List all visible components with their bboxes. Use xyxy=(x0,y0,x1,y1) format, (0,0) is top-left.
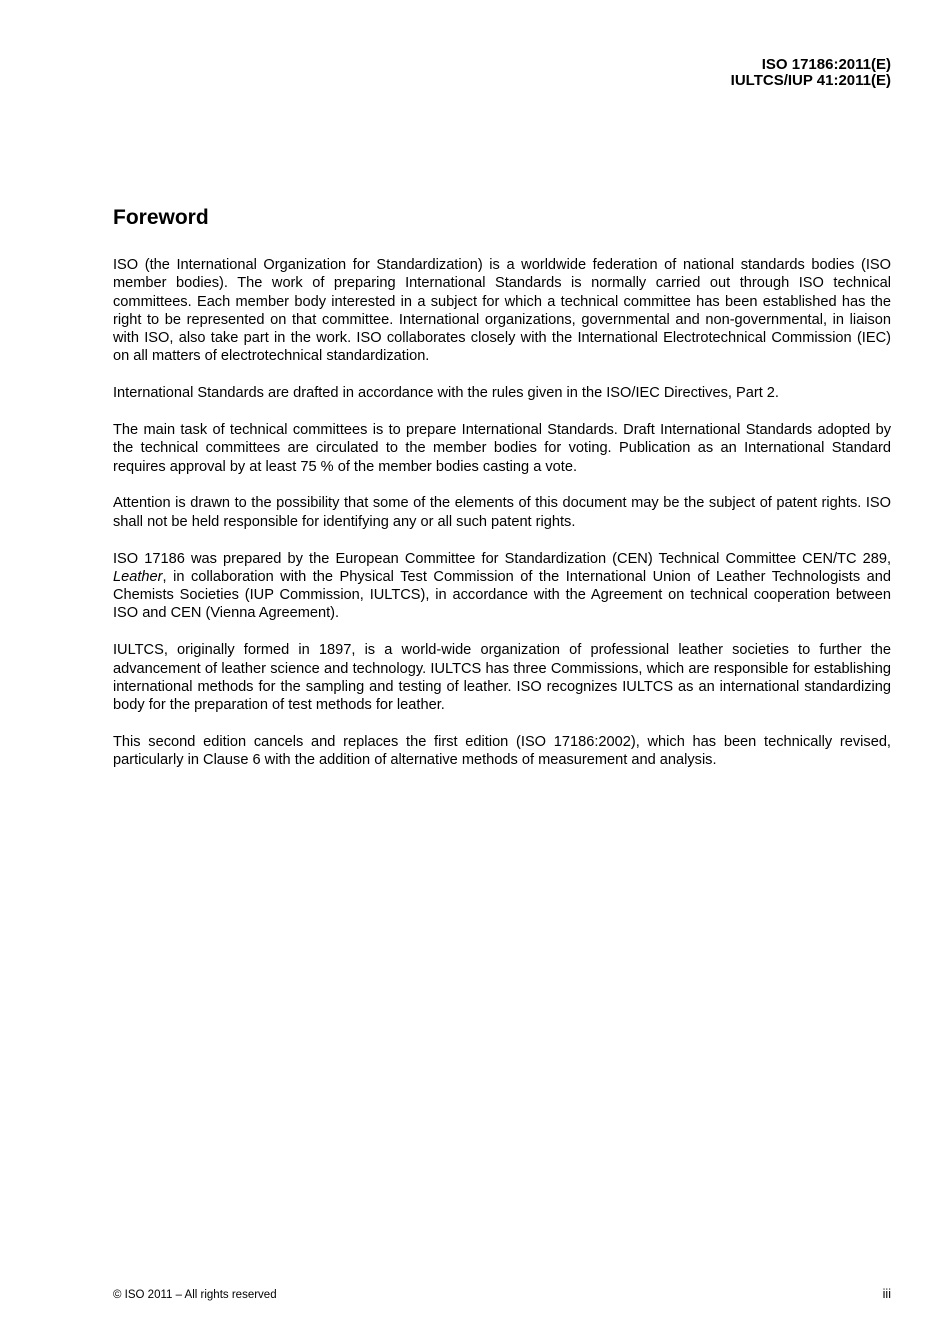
iultcs-number: IULTCS/IUP 41:2011(E) xyxy=(730,72,891,89)
paragraph-directives: International Standards are drafted in accordance with the rules given in the ISO/IEC Directives, Part 2. xyxy=(113,385,779,402)
standard-number: ISO 17186:2011(E) xyxy=(761,56,891,73)
paragraph-iso-intro: ISO (the International Organization for Standardization) is a worldwide federation of national standards bodies (ISO member bodies). The work of preparing International Standards is normally carried out through ISO technical committees. Each member body interested in a subject for which a technical committee has been established has the right to be represented on that committee. International organizations, governmental and non-governmental, in liaison with ISO, also take part in the work. ISO collaborates closely with the International Electrotechnical Commission (IEC) on all matters of electrotechnical standardization. xyxy=(113,257,891,365)
page-number: iii xyxy=(882,1287,891,1301)
paragraph-iultcs: IULTCS, originally formed in 1897, is a world-wide organization of professional leather societies to further the advancement of leather science and technology. IULTCS has three Commissions, which are responsible for establishing international methods for the sampling and testing of leather. ISO recognizes IULTCS as an international standardizing body for the preparation of test methods for leather. xyxy=(113,642,891,714)
paragraph-patent-rights: Attention is drawn to the possibility that some of the elements of this document may be the subject of patent rights. ISO shall not be held responsible for identifying any or all such patent rights. xyxy=(113,495,891,530)
paragraph-main-task: The main task of technical committees is to prepare International Standards. Draft International Standards adopted by the technical committees are circulated to the member bodies for voting. Publication as an International Standard requires approval by at least 75 % of the member bodies casting a vote. xyxy=(113,422,891,475)
foreword-body xyxy=(113,256,891,770)
prepared-by-text-rest: , in collaboration with the Physical Test Commission of the International Union of Leather Technologists and Chemists Societies (IUP Commission, IULTCS), in accordance with the Agreement on technical cooperation between ISO and CEN (Vienna Agreement). xyxy=(113,568,891,622)
leather-emphasis: Leather xyxy=(113,568,163,585)
page-title: Foreword xyxy=(113,206,209,229)
document-header xyxy=(731,57,891,89)
paragraph-prepared-by xyxy=(113,550,891,623)
prepared-by-text: ISO 17186 was prepared by the European Committee for Standardization (CEN) Technical Committee CEN/TC 289, xyxy=(113,550,891,567)
paragraph-second-edition: This second edition cancels and replaces the first edition (ISO 17186:2002), which has been technically revised, particularly in Clause 6 with the addition of alternative methods of measurement and analysis. xyxy=(113,733,891,769)
copyright-notice: © ISO 2011 – All rights reserved xyxy=(113,1289,277,1301)
